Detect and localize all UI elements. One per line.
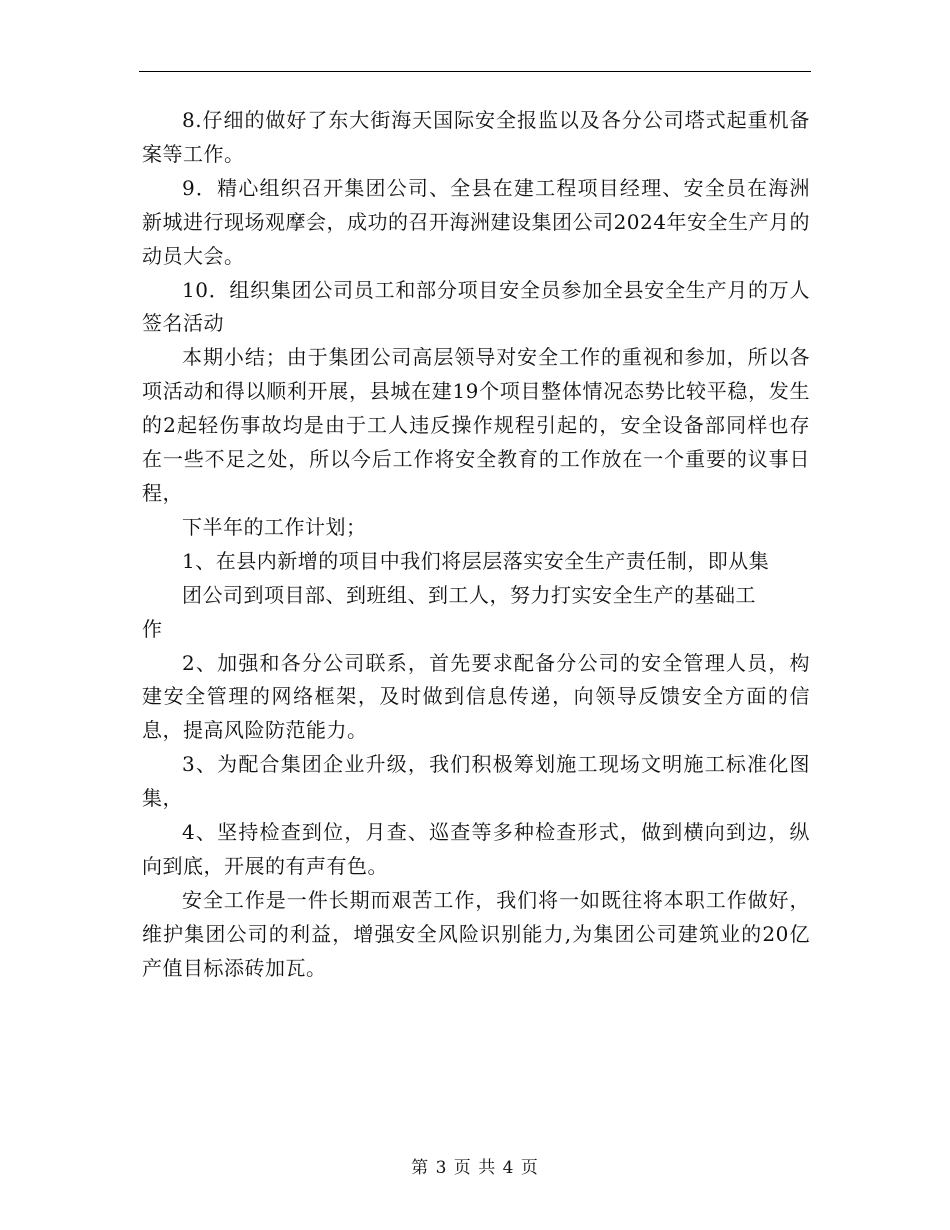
plan-item-4: 4、坚持检查到位，月查、巡查等多种检查形式，做到横向到边，纵向到底，开展的有声有色。 xyxy=(142,820,810,878)
paragraph-closing: 安全工作是一件长期而艰苦工作，我们将一如既往将本职工作做好，维护集团公司的利益，增强安全风险识别能力,为集团公司建筑业的20亿产值目标添砖加瓦。 xyxy=(142,887,810,980)
paragraph-summary: 本期小结；由于集团公司高层领导对安全工作的重视和参加，所以各项活动和得以顺利开展，县城在建19个项目整体情况态势比较平稳，发生的2起轻伤事故均是由于工人违反操作规程引起的，安全设备部同样也存在一些不足之处，所以今后工作将安全教育的工作放在一个重要的议事日程， xyxy=(142,345,810,505)
paragraph-plan-heading: 下半年的工作计划； xyxy=(182,514,367,539)
page-number-footer: 第 3 页 共 4 页 xyxy=(411,1158,539,1178)
plan-item-2: 2、加强和各分公司联系，首先要求配备分公司的安全管理人员，构建安全管理的网络框架，及时做到信息传递，向领导反馈安全方面的信息，提高风险防范能力。 xyxy=(142,650,810,743)
paragraph-item-9: 9．精心组织召开集团公司、全县在建工程项目经理、安全员在海洲新城进行现场观摩会，成功的召开海洲建设集团公司2024年安全生产月的动员大会。 xyxy=(142,175,810,268)
header-rule xyxy=(139,71,811,72)
plan-item-3: 3、为配合集团企业升级，我们积极筹划施工现场文明施工标准化图集， xyxy=(142,752,810,811)
plan-item-1-line-3: 作 xyxy=(142,616,163,641)
plan-item-1-line-1: 1、在县内新增的项目中我们将层层落实安全生产责任制，即从集 xyxy=(182,548,770,573)
plan-item-1-line-2: 团公司到项目部、到班组、到工人，努力打实安全生产的基础工 xyxy=(182,582,756,607)
document-body xyxy=(142,104,810,986)
paragraph-item-10: 10．组织集团公司员工和部分项目安全员参加全县安全生产月的万人签名活动 xyxy=(142,277,810,336)
plan-item-1 xyxy=(142,545,810,647)
paragraph-item-8: 8.仔细的做好了东大街海天国际安全报监以及各分公司塔式起重机备案等工作。 xyxy=(142,108,810,166)
